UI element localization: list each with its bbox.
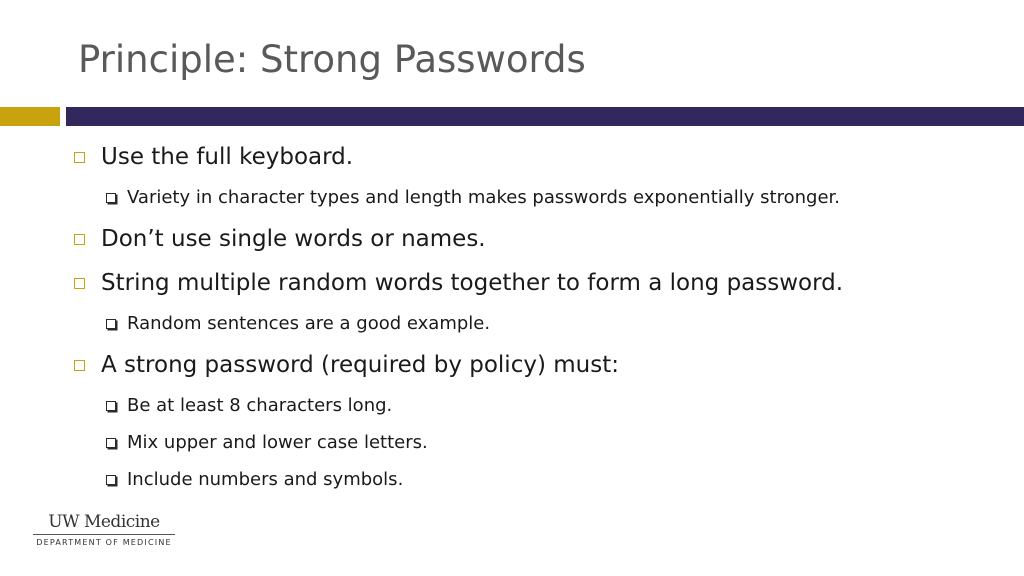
- square-bullet-icon: [74, 360, 85, 371]
- sub-bullet-item: [106, 469, 403, 490]
- shadowed-square-bullet-icon: [106, 193, 116, 203]
- sub-bullet-item: [106, 313, 490, 334]
- bullet-text: Don’t use single words or names.: [101, 226, 486, 252]
- sub-bullet-text: Variety in character types and length makes passwords exponentially stronger.: [127, 187, 841, 208]
- sub-bullet-text: Be at least 8 characters long.: [127, 395, 393, 416]
- sub-bullet-text: Mix upper and lower case letters.: [127, 432, 428, 453]
- shadowed-square-bullet-icon: [106, 475, 116, 485]
- sub-bullet-text: Random sentences are a good example.: [127, 313, 491, 334]
- uw-medicine-logo: [33, 512, 175, 547]
- shadowed-square-bullet-icon: [106, 438, 116, 448]
- logo-department: DEPARTMENT OF MEDICINE: [36, 538, 172, 547]
- shadowed-square-bullet-icon: [106, 401, 116, 411]
- shadowed-square-bullet-icon: [106, 319, 116, 329]
- logo-wordmark: UW Medicine: [48, 512, 160, 532]
- bullet-text: Use the full keyboard.: [101, 144, 354, 170]
- sub-bullet-item: [106, 432, 428, 453]
- slide-title: Principle: Strong Passwords: [78, 38, 586, 81]
- square-bullet-icon: [74, 152, 85, 163]
- bullet-item: [74, 270, 843, 296]
- sub-bullet-text: Include numbers and symbols.: [127, 469, 404, 490]
- bullet-item: [74, 352, 619, 378]
- sub-bullet-item: [106, 395, 392, 416]
- bullet-item: [74, 226, 486, 252]
- square-bullet-icon: [74, 234, 85, 245]
- bullet-item: [74, 144, 353, 170]
- square-bullet-icon: [74, 278, 85, 289]
- bullet-text: A strong password (required by policy) must:: [101, 352, 619, 378]
- bullet-text: String multiple random words together to form a long password.: [101, 270, 844, 296]
- logo-divider: [33, 534, 175, 535]
- sub-bullet-item: [106, 187, 840, 208]
